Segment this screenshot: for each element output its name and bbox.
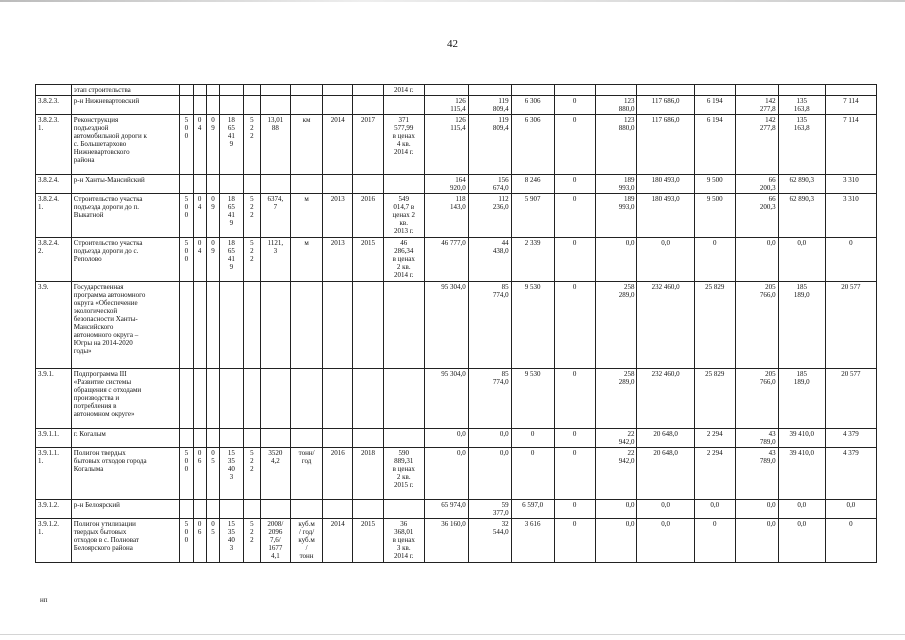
table-cell: [323, 96, 353, 115]
table-cell: 0: [554, 238, 595, 282]
table-cell: 15 35 40 3: [220, 519, 244, 563]
table-cell: [220, 175, 244, 194]
table-cell: 65 974,0: [424, 500, 468, 519]
table-cell: 0,0: [735, 500, 778, 519]
table-cell: [383, 96, 424, 115]
table-cell: 0: [554, 194, 595, 238]
table-cell: [735, 85, 778, 96]
table-cell: 205 766,0: [735, 282, 778, 369]
table-cell: 180 493,0: [637, 175, 694, 194]
table-cell: 0,0: [468, 448, 511, 500]
table-cell: 2017: [353, 115, 384, 175]
table-cell: 18 65 41 9: [220, 238, 244, 282]
table-cell: 9 500: [694, 194, 735, 238]
table-cell: 3 310: [825, 175, 876, 194]
table-cell: 371 577,99 в ценах 4 кв. 2014 г.: [383, 115, 424, 175]
table-cell: р-н Нижневартовский: [71, 96, 179, 115]
table-cell: [193, 96, 206, 115]
table-cell: [193, 429, 206, 448]
table-cell: 6 194: [694, 96, 735, 115]
table-cell: 0,0: [825, 500, 876, 519]
table-cell: 0 4: [193, 115, 206, 175]
table-cell: 0 9: [206, 194, 219, 238]
table-cell: 7 114: [825, 115, 876, 175]
table-cell: 126 115,4: [424, 96, 468, 115]
table-cell: 22 942,0: [595, 448, 637, 500]
table-cell: Полигон утилизации твердых бытовых отходов в с. Полноват Белоярского района: [71, 519, 179, 563]
table-cell: 2013: [323, 238, 353, 282]
table-cell: 0: [694, 519, 735, 563]
table-cell: 112 236,0: [468, 194, 511, 238]
table-cell: [511, 85, 554, 96]
table-cell: [323, 500, 353, 519]
table-cell: 0 5: [206, 519, 219, 563]
table-cell: [323, 282, 353, 369]
table-cell: 25 829: [694, 369, 735, 429]
table-cell: 0,0: [595, 500, 637, 519]
table-row: [36, 194, 877, 238]
table-cell: 0,0: [778, 519, 825, 563]
table-cell: 123 880,0: [595, 115, 637, 175]
table-cell: 0: [554, 175, 595, 194]
table-cell: [353, 369, 384, 429]
table-cell: [825, 85, 876, 96]
table-cell: тонн/ год: [290, 448, 323, 500]
table-cell: [180, 282, 193, 369]
table-cell: 0 6: [193, 519, 206, 563]
table-cell: 59 377,0: [468, 500, 511, 519]
table-cell: 3.8.2.4.: [36, 175, 72, 194]
table-cell: 20 648,0: [637, 429, 694, 448]
table-cell: [243, 429, 260, 448]
table-cell: 0,0: [694, 500, 735, 519]
footer-mark: нп: [40, 596, 48, 604]
budget-table: [35, 84, 877, 563]
table-cell: [206, 369, 219, 429]
table-cell: 5 2 2: [243, 519, 260, 563]
table-cell: 185 189,0: [778, 282, 825, 369]
table-cell: [180, 500, 193, 519]
table-cell: 9 530: [511, 282, 554, 369]
table-cell: км: [290, 115, 323, 175]
table-cell: 0,0: [637, 500, 694, 519]
table-cell: [694, 85, 735, 96]
table-cell: 13,01 88: [261, 115, 291, 175]
table-cell: 32 544,0: [468, 519, 511, 563]
table-cell: 123 880,0: [595, 96, 637, 115]
table-cell: [323, 429, 353, 448]
table-cell: 39 410,0: [778, 429, 825, 448]
table-cell: 3.9.1.2. 1.: [36, 519, 72, 563]
table-cell: [323, 369, 353, 429]
table-cell: 6 306: [511, 115, 554, 175]
table-cell: [468, 85, 511, 96]
table-cell: [206, 429, 219, 448]
table-cell: [383, 175, 424, 194]
table-cell: [220, 282, 244, 369]
table-cell: 0: [554, 115, 595, 175]
table-cell: 0: [554, 96, 595, 115]
table-cell: 3 310: [825, 194, 876, 238]
table-cell: Подпрограмма III «Развитие системы обращения с отходами производства и потребления в автономном округе»: [71, 369, 179, 429]
table-cell: 0: [511, 429, 554, 448]
table-cell: Реконструкция подъездной автомобильной дороги к с. Большетархово Нижневартовского района: [71, 115, 179, 175]
table-cell: [778, 85, 825, 96]
table-cell: [290, 369, 323, 429]
table-cell: 85 774,0: [468, 282, 511, 369]
table-cell: 62 890,3: [778, 194, 825, 238]
table-cell: 5 2 2: [243, 238, 260, 282]
table-cell: м: [290, 238, 323, 282]
table-cell: [290, 96, 323, 115]
table-cell: [290, 429, 323, 448]
table-cell: 20 648,0: [637, 448, 694, 500]
table-cell: 5 2 2: [243, 194, 260, 238]
table-cell: Полигон твердых бытовых отходов города Когалыма: [71, 448, 179, 500]
table-cell: 66 200,3: [735, 194, 778, 238]
table-cell: [180, 429, 193, 448]
table-cell: 205 766,0: [735, 369, 778, 429]
table-cell: [193, 369, 206, 429]
table-cell: 142 277,8: [735, 96, 778, 115]
table-cell: 0,0: [468, 429, 511, 448]
table-cell: [353, 96, 384, 115]
table-cell: 8 246: [511, 175, 554, 194]
table-cell: 2014: [323, 519, 353, 563]
table-cell: 0,0: [637, 238, 694, 282]
table-cell: [220, 85, 244, 96]
table-cell: 0: [511, 448, 554, 500]
table-cell: [180, 96, 193, 115]
table-cell: 5 0 0: [180, 115, 193, 175]
table-cell: [193, 282, 206, 369]
table-cell: 164 920,0: [424, 175, 468, 194]
table-cell: 1121, 3: [261, 238, 291, 282]
table-cell: 3.9.1.2.: [36, 500, 72, 519]
table-cell: г. Когалым: [71, 429, 179, 448]
table-cell: [243, 500, 260, 519]
table-cell: 0 5: [206, 448, 219, 500]
table-cell: 0: [554, 369, 595, 429]
table-row: [36, 429, 877, 448]
table-cell: 3.9.1.1.: [36, 429, 72, 448]
table-cell: 43 789,0: [735, 448, 778, 500]
table-cell: [243, 175, 260, 194]
table-cell: 232 460,0: [637, 282, 694, 369]
table-cell: [383, 500, 424, 519]
table-cell: 36 368,01 в ценах 3 кв. 2014 г.: [383, 519, 424, 563]
table-cell: 2 339: [511, 238, 554, 282]
table-cell: 0,0: [637, 519, 694, 563]
table-row: [36, 115, 877, 175]
table-cell: 6374, 7: [261, 194, 291, 238]
table-cell: [180, 175, 193, 194]
table-cell: [261, 369, 291, 429]
page-number: 42: [447, 38, 458, 50]
table-cell: 18 65 41 9: [220, 194, 244, 238]
table-row: [36, 448, 877, 500]
table-cell: 6 597,0: [511, 500, 554, 519]
table-cell: 126 115,4: [424, 115, 468, 175]
table-cell: 39 410,0: [778, 448, 825, 500]
table-cell: 0,0: [778, 500, 825, 519]
table-cell: [261, 282, 291, 369]
table-cell: 3.8.2.4. 2.: [36, 238, 72, 282]
table-cell: 0,0: [778, 238, 825, 282]
table-cell: [243, 85, 260, 96]
table-cell: [243, 369, 260, 429]
table-cell: 5 907: [511, 194, 554, 238]
table-cell: 9 500: [694, 175, 735, 194]
table-cell: 549 014,7 в ценах 2 кв. 2013 г.: [383, 194, 424, 238]
table-cell: 135 163,8: [778, 96, 825, 115]
table-cell: 0 4: [193, 194, 206, 238]
table-cell: 119 809,4: [468, 115, 511, 175]
table-cell: 5 0 0: [180, 448, 193, 500]
table-cell: 0,0: [595, 238, 637, 282]
table-cell: 2 294: [694, 448, 735, 500]
table-cell: [243, 96, 260, 115]
table-cell: 3 616: [511, 519, 554, 563]
table-cell: 590 889,31 в ценах 2 кв. 2015 г.: [383, 448, 424, 500]
table-cell: [261, 175, 291, 194]
table-cell: 25 829: [694, 282, 735, 369]
table-cell: [206, 85, 219, 96]
table-cell: [261, 85, 291, 96]
table-cell: 189 993,0: [595, 194, 637, 238]
table-cell: 2014 г.: [383, 85, 424, 96]
table-cell: [353, 175, 384, 194]
table-cell: [290, 85, 323, 96]
table-cell: 15 35 40 3: [220, 448, 244, 500]
table-cell: [261, 500, 291, 519]
table-cell: 2014: [323, 115, 353, 175]
table-cell: [353, 429, 384, 448]
table-cell: 46 286,34 в ценах 2 кв. 2014 г.: [383, 238, 424, 282]
table-cell: 258 289,0: [595, 282, 637, 369]
table-cell: [637, 85, 694, 96]
table-cell: [323, 85, 353, 96]
table-cell: [220, 429, 244, 448]
table-cell: [554, 85, 595, 96]
table-cell: [206, 175, 219, 194]
table-cell: 119 809,4: [468, 96, 511, 115]
table-cell: 2013: [323, 194, 353, 238]
table-cell: [206, 282, 219, 369]
table-cell: 0: [825, 238, 876, 282]
table-cell: 117 686,0: [637, 115, 694, 175]
scan-edge-top: [0, 0, 905, 2]
table-cell: 95 304,0: [424, 369, 468, 429]
table-cell: [193, 500, 206, 519]
table-cell: 2016: [353, 194, 384, 238]
table-cell: 117 686,0: [637, 96, 694, 115]
table-cell: 46 777,0: [424, 238, 468, 282]
table-cell: 0,0: [424, 448, 468, 500]
table-cell: 95 304,0: [424, 282, 468, 369]
table-cell: 6 194: [694, 115, 735, 175]
table-cell: 3.8.2.3.: [36, 96, 72, 115]
table-cell: 0: [554, 500, 595, 519]
table-cell: 4 379: [825, 429, 876, 448]
table-cell: [193, 175, 206, 194]
table-cell: 5 2 2: [243, 115, 260, 175]
table-cell: Государственная программа автономного округа «Обеспечение экологической безопасности Ханты- Мансийского автономного округа – Югры на 2014-2020 годы»: [71, 282, 179, 369]
table-cell: [383, 429, 424, 448]
table-cell: 0: [825, 519, 876, 563]
table-cell: [383, 369, 424, 429]
table-row: [36, 85, 877, 96]
table-cell: 0 9: [206, 238, 219, 282]
table-cell: [220, 369, 244, 429]
table-cell: 85 774,0: [468, 369, 511, 429]
table-cell: 5 2 2: [243, 448, 260, 500]
table-cell: 3.8.2.4. 1.: [36, 194, 72, 238]
table-cell: 0 4: [193, 238, 206, 282]
table-cell: 0,0: [735, 238, 778, 282]
table-cell: [290, 175, 323, 194]
table-row: [36, 96, 877, 115]
table-cell: 232 460,0: [637, 369, 694, 429]
table-cell: 3520 4,2: [261, 448, 291, 500]
table-cell: [261, 429, 291, 448]
table-cell: [180, 369, 193, 429]
table-cell: [261, 96, 291, 115]
table-cell: 2008/ 2096 7,6/ 1677 4,1: [261, 519, 291, 563]
table-cell: [180, 85, 193, 96]
table-cell: 156 674,0: [468, 175, 511, 194]
table-row: [36, 282, 877, 369]
table-cell: 7 114: [825, 96, 876, 115]
table-row: [36, 175, 877, 194]
table-cell: 0,0: [424, 429, 468, 448]
table-cell: 6 306: [511, 96, 554, 115]
table-cell: [206, 96, 219, 115]
table-cell: Строительство участка подъезда дороги до с. Реполово: [71, 238, 179, 282]
table-row: [36, 238, 877, 282]
table-cell: [243, 282, 260, 369]
table-cell: 43 789,0: [735, 429, 778, 448]
table-cell: [206, 500, 219, 519]
table-cell: 9 530: [511, 369, 554, 429]
table-cell: 20 577: [825, 369, 876, 429]
table-cell: [353, 282, 384, 369]
table-cell: 5 0 0: [180, 519, 193, 563]
table-cell: м: [290, 194, 323, 238]
table-cell: [595, 85, 637, 96]
table-cell: куб.м / год/ куб.м / тонн: [290, 519, 323, 563]
table-cell: [220, 96, 244, 115]
table-cell: [193, 85, 206, 96]
table-cell: [323, 175, 353, 194]
table-cell: [353, 500, 384, 519]
table-cell: 2016: [323, 448, 353, 500]
table-cell: 2015: [353, 519, 384, 563]
table-cell: 0: [694, 238, 735, 282]
table-cell: 258 289,0: [595, 369, 637, 429]
table-cell: 189 993,0: [595, 175, 637, 194]
table-row: [36, 519, 877, 563]
table-cell: [424, 85, 468, 96]
table-cell: Строительство участка подъезда дороги до п. Выкатной: [71, 194, 179, 238]
table-cell: 0: [554, 448, 595, 500]
table-cell: 135 163,8: [778, 115, 825, 175]
table-cell: 3.8.2.3. 1.: [36, 115, 72, 175]
table-cell: 2018: [353, 448, 384, 500]
table-cell: 18 65 41 9: [220, 115, 244, 175]
table-cell: р-н Ханты-Мансийский: [71, 175, 179, 194]
table-cell: 2 294: [694, 429, 735, 448]
table-row: [36, 369, 877, 429]
table-cell: 5 0 0: [180, 238, 193, 282]
table-cell: [220, 500, 244, 519]
table-cell: 0 6: [193, 448, 206, 500]
table-cell: 0: [554, 519, 595, 563]
table-cell: [36, 85, 72, 96]
table-cell: 142 277,8: [735, 115, 778, 175]
table-cell: 3.9.: [36, 282, 72, 369]
table-row: [36, 500, 877, 519]
table-cell: р-н Белоярский: [71, 500, 179, 519]
table-cell: [383, 282, 424, 369]
table-cell: 5 0 0: [180, 194, 193, 238]
table-cell: 118 143,0: [424, 194, 468, 238]
table-cell: 185 189,0: [778, 369, 825, 429]
table-cell: 0: [554, 429, 595, 448]
table-cell: 36 160,0: [424, 519, 468, 563]
table-cell: этап строительства: [71, 85, 179, 96]
table-cell: 0,0: [735, 519, 778, 563]
scan-edge-bottom: [0, 634, 905, 635]
table-cell: 3.9.1.1. 1.: [36, 448, 72, 500]
table-cell: 0: [554, 282, 595, 369]
table-cell: 0 9: [206, 115, 219, 175]
table-cell: 4 379: [825, 448, 876, 500]
table-cell: 44 438,0: [468, 238, 511, 282]
table-cell: 3.9.1.: [36, 369, 72, 429]
table-cell: 0,0: [595, 519, 637, 563]
table-cell: 62 890,3: [778, 175, 825, 194]
table-cell: 22 942,0: [595, 429, 637, 448]
table-cell: [290, 500, 323, 519]
table-cell: 2015: [353, 238, 384, 282]
table-cell: [353, 85, 384, 96]
table-cell: 66 200,3: [735, 175, 778, 194]
table-cell: 180 493,0: [637, 194, 694, 238]
table-cell: 20 577: [825, 282, 876, 369]
table-cell: [290, 282, 323, 369]
